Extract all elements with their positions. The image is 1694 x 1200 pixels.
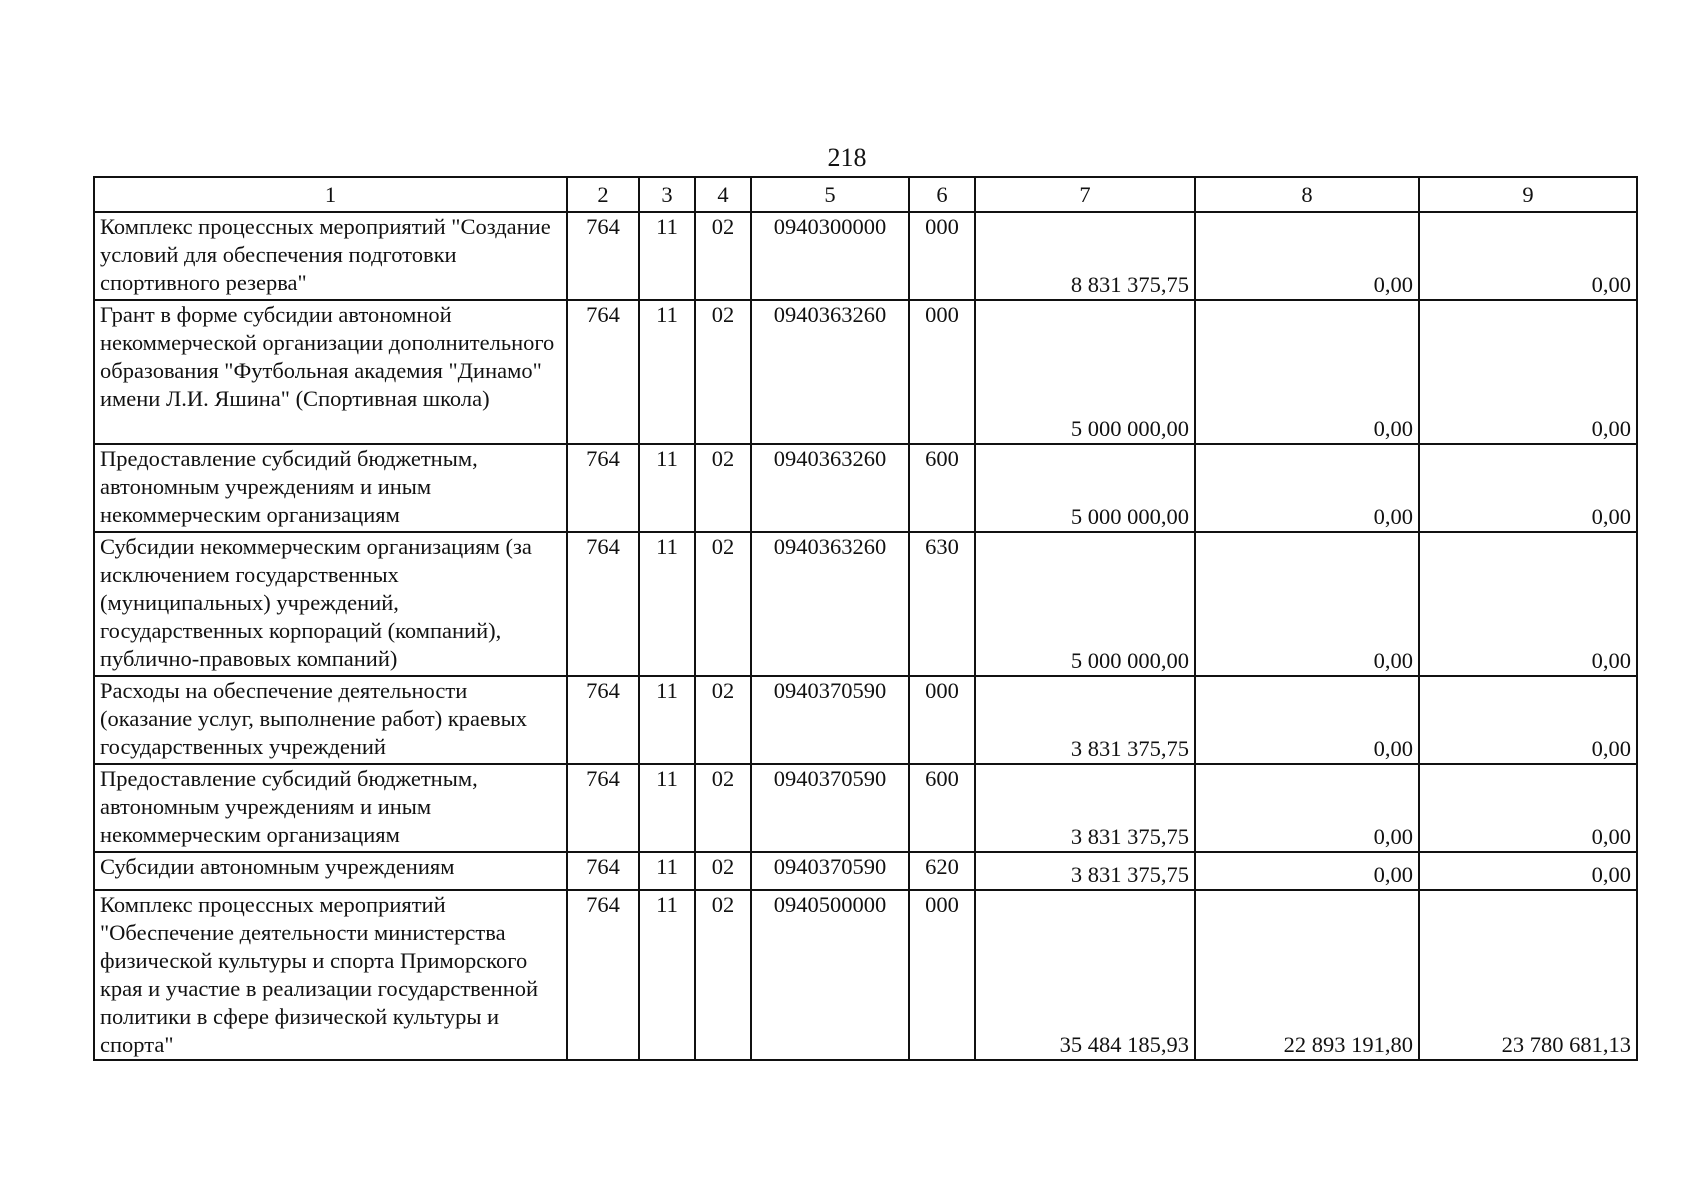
- amount-cell: 0,00: [1419, 444, 1637, 532]
- code-cell: 0940370590: [751, 764, 909, 852]
- amount-cell: 0,00: [1195, 444, 1419, 532]
- amount-cell: 35 484 185,93: [975, 890, 1195, 1060]
- amount-cell: 0,00: [1195, 676, 1419, 764]
- code-cell: 02: [695, 890, 751, 1060]
- code-cell: 764: [567, 676, 639, 764]
- table-row: [94, 300, 1637, 444]
- amount-cell: 0,00: [1195, 532, 1419, 676]
- budget-table: [93, 176, 1638, 1061]
- amount-cell: 3 831 375,75: [975, 852, 1195, 890]
- amount-cell: 3 831 375,75: [975, 676, 1195, 764]
- code-cell: 000: [909, 300, 975, 444]
- code-cell: 11: [639, 852, 695, 890]
- column-header: 1: [94, 177, 567, 212]
- code-cell: 764: [567, 532, 639, 676]
- amount-cell: 5 000 000,00: [975, 532, 1195, 676]
- row-name: Субсидии автономным учреждениям: [94, 852, 567, 890]
- row-name: Комплекс процессных мероприятий "Обеспечение деятельности министерства физической культуры и спорта Приморского края и участие в реализации государственной политики в сфере физической культуры и спорта": [94, 890, 567, 1060]
- code-cell: 000: [909, 676, 975, 764]
- code-cell: 764: [567, 852, 639, 890]
- table-row: [94, 852, 1637, 890]
- amount-cell: 0,00: [1195, 764, 1419, 852]
- code-cell: 0940370590: [751, 676, 909, 764]
- code-cell: 02: [695, 764, 751, 852]
- column-header: 7: [975, 177, 1195, 212]
- row-name: Расходы на обеспечение деятельности (оказание услуг, выполнение работ) краевых государственных учреждений: [94, 676, 567, 764]
- code-cell: 02: [695, 532, 751, 676]
- code-cell: 02: [695, 852, 751, 890]
- column-header: 2: [567, 177, 639, 212]
- code-cell: 764: [567, 764, 639, 852]
- column-header: 9: [1419, 177, 1637, 212]
- code-cell: 600: [909, 444, 975, 532]
- code-cell: 764: [567, 212, 639, 300]
- amount-cell: 3 831 375,75: [975, 764, 1195, 852]
- code-cell: 630: [909, 532, 975, 676]
- amount-cell: 0,00: [1419, 852, 1637, 890]
- amount-cell: 0,00: [1419, 764, 1637, 852]
- code-cell: 764: [567, 444, 639, 532]
- table-row: [94, 532, 1637, 676]
- table-row: [94, 890, 1637, 1060]
- code-cell: 000: [909, 890, 975, 1060]
- amount-cell: 0,00: [1195, 300, 1419, 444]
- code-cell: 11: [639, 212, 695, 300]
- code-cell: 764: [567, 300, 639, 444]
- column-header: 4: [695, 177, 751, 212]
- code-cell: 0940363260: [751, 300, 909, 444]
- table-row: [94, 764, 1637, 852]
- code-cell: 0940370590: [751, 852, 909, 890]
- code-cell: 620: [909, 852, 975, 890]
- amount-cell: 22 893 191,80: [1195, 890, 1419, 1060]
- code-cell: 11: [639, 444, 695, 532]
- amount-cell: 0,00: [1419, 212, 1637, 300]
- code-cell: 11: [639, 676, 695, 764]
- amount-cell: 5 000 000,00: [975, 444, 1195, 532]
- code-cell: 11: [639, 532, 695, 676]
- row-name: Комплекс процессных мероприятий "Создание условий для обеспечения подготовки спортивного резерва": [94, 212, 567, 300]
- row-name: Субсидии некоммерческим организациям (за исключением государственных (муниципальных) учреждений, государственных корпораций (компаний), публично-правовых компаний): [94, 532, 567, 676]
- code-cell: 02: [695, 212, 751, 300]
- table-row: [94, 444, 1637, 532]
- code-cell: 0940363260: [751, 444, 909, 532]
- code-cell: 02: [695, 300, 751, 444]
- code-cell: 000: [909, 212, 975, 300]
- table-row: [94, 212, 1637, 300]
- amount-cell: 0,00: [1419, 676, 1637, 764]
- row-name: Предоставление субсидий бюджетным, автономным учреждениям и иным некоммерческим организациям: [94, 444, 567, 532]
- code-cell: 764: [567, 890, 639, 1060]
- code-cell: 02: [695, 444, 751, 532]
- code-cell: 11: [639, 764, 695, 852]
- code-cell: 11: [639, 300, 695, 444]
- column-header: 5: [751, 177, 909, 212]
- code-cell: 0940363260: [751, 532, 909, 676]
- amount-cell: 5 000 000,00: [975, 300, 1195, 444]
- code-cell: 11: [639, 890, 695, 1060]
- amount-cell: 0,00: [1195, 852, 1419, 890]
- code-cell: 0940300000: [751, 212, 909, 300]
- row-name: Предоставление субсидий бюджетным, автономным учреждениям и иным некоммерческим организациям: [94, 764, 567, 852]
- column-header: 8: [1195, 177, 1419, 212]
- row-name: Грант в форме субсидии автономной некоммерческой организации дополнительного образования "Футбольная академия "Динамо" имени Л.И. Яшина" (Спортивная школа): [94, 300, 567, 444]
- code-cell: 600: [909, 764, 975, 852]
- amount-cell: 0,00: [1419, 300, 1637, 444]
- column-header: 6: [909, 177, 975, 212]
- code-cell: 0940500000: [751, 890, 909, 1060]
- code-cell: 02: [695, 676, 751, 764]
- column-number-row: [94, 177, 1637, 212]
- amount-cell: 0,00: [1419, 532, 1637, 676]
- amount-cell: 23 780 681,13: [1419, 890, 1637, 1060]
- column-header: 3: [639, 177, 695, 212]
- page-number: 218: [827, 143, 867, 172]
- amount-cell: 0,00: [1195, 212, 1419, 300]
- amount-cell: 8 831 375,75: [975, 212, 1195, 300]
- table-row: [94, 676, 1637, 764]
